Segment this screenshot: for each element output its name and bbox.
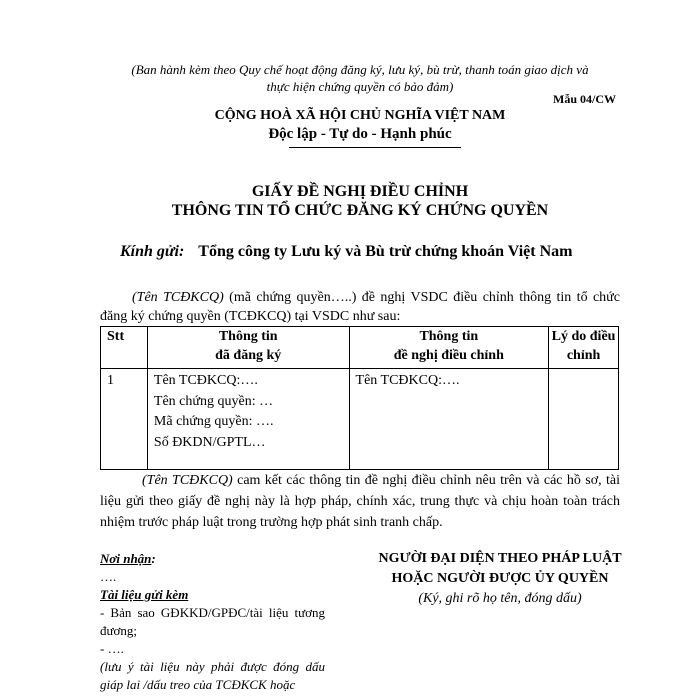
table-row: [101, 369, 619, 470]
title-line1: GIẤY ĐỀ NGHỊ ĐIỀU CHỈNH: [251, 183, 469, 200]
adjustment-table: [100, 326, 619, 470]
form-code: Mẫu 04/CW: [553, 92, 616, 106]
recipients-label: Nơi nhận: [100, 551, 152, 566]
issuance-note-line2: thực hiện chứng quyền có bảo đảm): [266, 79, 454, 94]
intro-paragraph: [100, 288, 620, 326]
nation-name: CỘNG HOÀ XÃ HỘI CHỦ NGHĨA VIỆT NAM: [214, 108, 506, 123]
issuance-note: [100, 61, 620, 95]
table-header-row: [101, 327, 619, 369]
header-stt: Stt: [101, 327, 148, 369]
reason-value: [549, 369, 618, 373]
registered-warrant-name: Tên chứng quyền: …: [153, 393, 274, 409]
national-header: [160, 107, 560, 143]
signature-title-line2: HOẶC NGƯỜI ĐƯỢC ỦY QUYỀN: [391, 571, 609, 586]
commitment-paragraph: [100, 470, 620, 533]
attachment-item-1: - Bản sao GĐKKD/GPĐC/tài liệu tương đương;: [100, 605, 325, 638]
row-reason-cell: [549, 369, 619, 470]
commitment-text: cam kết các thông tin đề nghị điều chỉnh nêu trên và các hồ sơ, tài liệu gửi theo giấy đề nghị này là hợp pháp, chính xác, trung thực và chịu hoàn toàn trách nhiệm trước pháp luật trong trường hợp phát sinh tranh chấp.: [100, 473, 620, 530]
title-line2: THÔNG TIN TỔ CHỨC ĐĂNG KÝ CHỨNG QUYỀN: [171, 202, 549, 219]
header-proposed-info: Thông tin đề nghị điều chỉnh: [349, 327, 549, 369]
issuance-note-line1: (Ban hành kèm theo Quy chế hoạt động đăng ký, lưu ký, bù trừ, thanh toán giao dịch và: [131, 62, 589, 77]
row-registered-cell: [147, 369, 349, 470]
greeting: [120, 243, 572, 261]
attachment-note: (lưu ý tài liệu này phải được đóng dấu giáp lai /dấu treo của TCĐKCK hoặc: [100, 659, 325, 692]
recipients-block: [100, 550, 325, 694]
greeting-label: Kính gửi:: [120, 243, 185, 260]
document-title: [120, 182, 600, 220]
motto-underline: [289, 147, 461, 148]
recipients-colon: :: [151, 551, 156, 566]
attachment-item-2: - ….: [100, 641, 124, 656]
registered-warrant-code: Mã chứng quyền: ….: [153, 414, 274, 429]
greeting-recipient: Tổng công ty Lưu ký và Bù trừ chứng khoán Việt Nam: [198, 243, 573, 260]
header-reason: Lý do điều chỉnh: [549, 327, 619, 369]
registered-license-number: Số ĐKDN/GPTL…: [153, 434, 266, 450]
row-proposed-cell: [349, 369, 549, 470]
intro-org-placeholder: (Tên TCĐKCQ): [132, 290, 224, 305]
motto: Độc lập - Tự do - Hạnh phúc: [268, 126, 452, 142]
recipients-item: ….: [100, 569, 117, 584]
row-stt: 1: [107, 373, 114, 388]
row-stt-cell: [101, 369, 148, 470]
registered-org-name: Tên TCĐKCQ:….: [153, 373, 258, 388]
header-registered-info: Thông tin đã đăng ký: [147, 327, 349, 369]
proposed-org-name: Tên TCĐKCQ:….: [355, 373, 460, 388]
signature-block: [350, 549, 650, 609]
commitment-org-placeholder: (Tên TCĐKCQ): [142, 473, 233, 488]
signature-note: (Ký, ghi rõ họ tên, đóng dấu): [418, 591, 582, 606]
signature-title-line1: NGƯỜI ĐẠI DIỆN THEO PHÁP LUẬT: [378, 551, 622, 566]
intro-text: (mã chứng quyền…..) đề nghị VSDC điều chỉnh thông tin tổ chức đăng ký chứng quyền (TCĐKCQ) tại VSDC như sau:: [100, 290, 620, 324]
attachments-label: Tài liệu gửi kèm: [100, 587, 189, 602]
recipients-heading: [100, 550, 325, 568]
